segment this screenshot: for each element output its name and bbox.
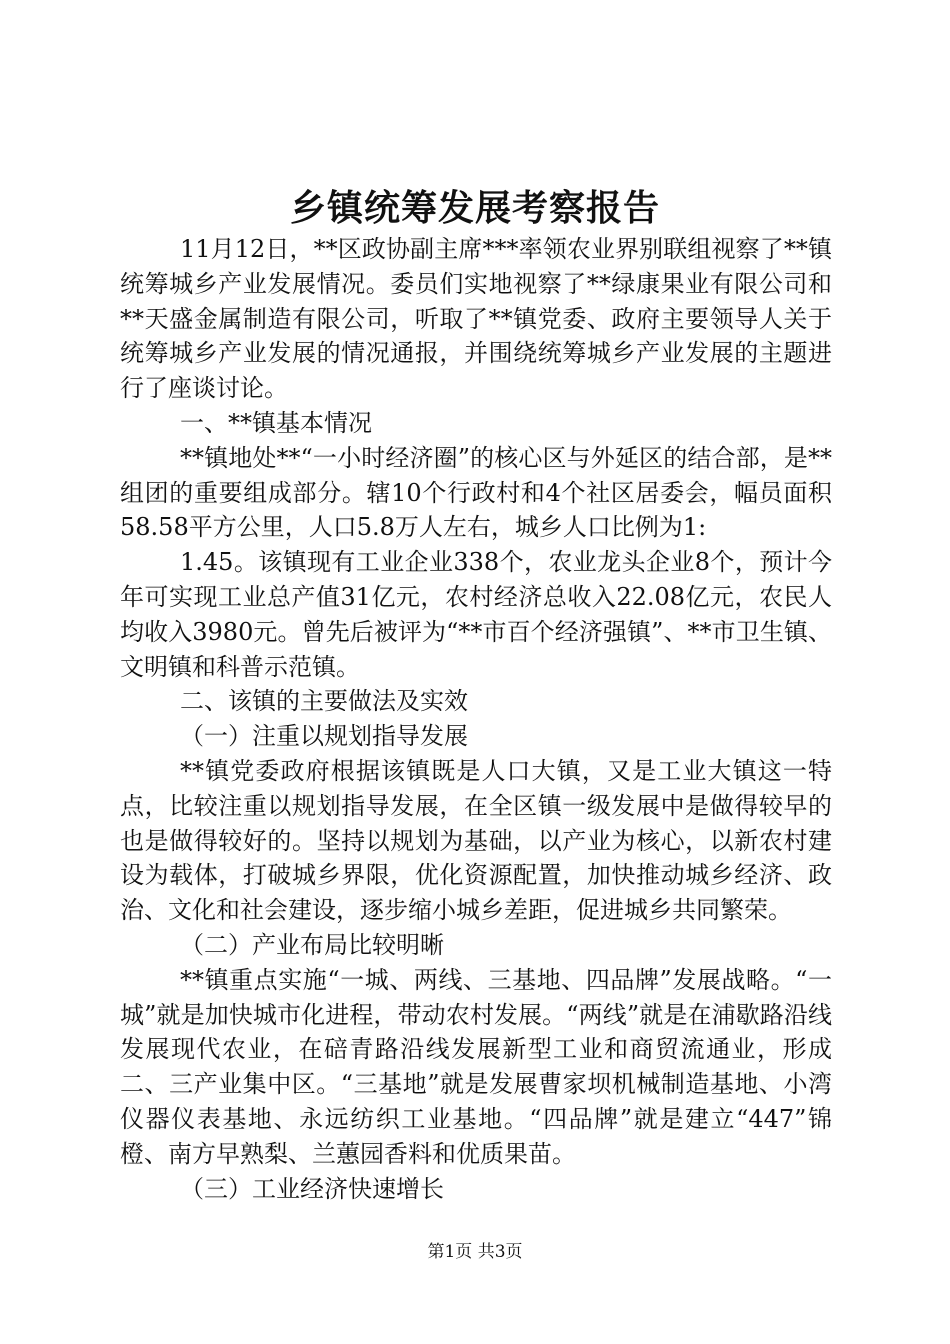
paragraph-planning: **镇党委政府根据该镇既是人口大镇，又是工业大镇这一特点，比较注重以规划指导发展，在全区镇一级发展中是做得较早的也是做得较好的。坚持以规划为基础，以产业为核心，以新农村建设为载体，打破城乡界限，优化资源配置，加快推动城乡经济、政治、文化和社会建设，逐步缩小城乡差距，促进城乡共同繁荣。 (120, 756, 832, 925)
subsection-heading-3: （三）工业经济快速增长 (180, 1174, 444, 1203)
subsection-heading-1: （一）注重以规划指导发展 (180, 722, 468, 751)
paragraph-intro: 11月12日，**区政协副主席***率领农业界别联组视察了**镇统筹城乡产业发展情况。委员们实地视察了**绿康果业有限公司和**天盛金属制造有限公司，听取了**镇党委、政府主要领导人关于统筹城乡产业发展的情况通报，并围绕统筹城乡产业发展的主题进行了座谈讨论。 (120, 235, 832, 403)
paragraph-economy-stats: 1.45。该镇现有工业企业338个，农业龙头企业8个，预计今年可实现工业总产值31亿元，农村经济总收入22.08亿元，农民人均收入3980元。曾先后被评为“**市百个经济强镇”、**市卫生镇、文明镇和科普示范镇。 (120, 548, 832, 681)
section-heading-2: 二、该镇的主要做法及实效 (180, 687, 468, 716)
subsection-heading-2: （二）产业布局比较明晰 (180, 930, 444, 959)
document-title: 乡镇统筹发展考察报告 (289, 187, 660, 229)
section-heading-1: 一、**镇基本情况 (180, 408, 372, 437)
paragraph-industry-layout: **镇重点实施“一城、两线、三基地、四品牌”发展战略。“一城”就是加快城市化进程，带动农村发展。“两线”就是在浦歇路沿线发展现代农业，在碚青路沿线发展新型工业和商贸流通业，形成二、三产业集中区。“三基地”就是发展曹家坝机械制造基地、小湾仪器仪表基地、永远纺织工业基地。“四品牌”就是建立“447”锦橙、南方早熟梨、兰蕙园香料和优质果苗。 (120, 965, 832, 1168)
page-footer: 第1页 共3页 (427, 1242, 523, 1262)
document-body (120, 232, 832, 1206)
paragraph-basic-situation: **镇地处**“一小时经济圈”的核心区与外延区的结合部，是**组团的重要组成部分。辖10个行政村和4个社区居委会，幅员面积58.58平方公里，人口5.8万人左右，城乡人口比例为1: (120, 443, 832, 542)
